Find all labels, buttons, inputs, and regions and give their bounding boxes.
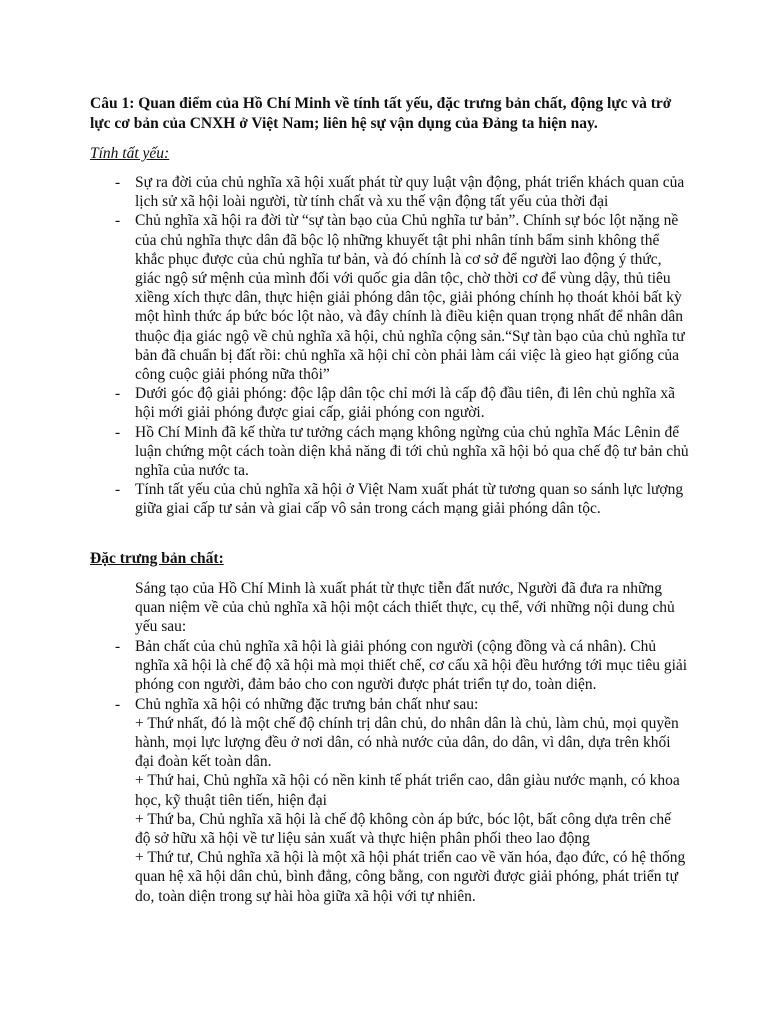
sub-point-3: + Thứ ba, Chủ nghĩa xã hội là chế độ không còn áp bức, bóc lột, bất công dựa trên chế độ sở hữu xã hội về tư liệu sản xuất và thực hiện phân phối theo lao động (135, 810, 671, 848)
section2-list (115, 637, 690, 906)
list-item-text: - Chủ nghĩa xã hội có những đặc trưng bản chất như sau: (135, 695, 479, 713)
list-item: - Sự ra đời của chủ nghĩa xã hội xuất phát từ quy luật vận động, phát triển khách quan của lịch sử xã hội loài người, từ tính chất và xu thế vận động tất yếu của thời đại (115, 173, 690, 211)
question-title: Câu 1: Quan điểm của Hồ Chí Minh về tính tất yếu, đặc trưng bản chất, động lực và trở lực cơ bản của CNXH ở Việt Nam; liên hệ sự vận dụng của Đảng ta hiện nay. (90, 95, 672, 132)
list-item: - Dưới góc độ giải phóng: độc lập dân tộc chỉ mới là cấp độ đầu tiên, đi lên chủ nghĩa xã hội mới giải phóng được giai cấp, giải phóng con người. (115, 384, 690, 422)
list-item (115, 695, 690, 906)
section-heading-dac-trung-ban-chat: Đặc trưng bản chất: (90, 550, 224, 567)
list-item: - Chủ nghĩa xã hội ra đời từ “sự tàn bạo của Chủ nghĩa tư bản”. Chính sự bóc lột nặng nề của chủ nghĩa thực dân đã bộc lộ những khuyết tật phi nhân tính bẩm sinh không thể khắc phục được của chủ nghĩa tư bản, và đó chính là cơ sở để người lao động ý thức, giác ngộ sứ mệnh của mình đối với quốc gia dân tộc, chờ thời cơ để vùng dậy, thủ tiêu xiềng xích thực dân, thực hiện giải phóng dân tộc, giải phóng chính họ thoát khỏi bất kỳ một hình thức áp bức bóc lột nào, và đây chính là điều kiện quan trọng nhất để nhân dân thuộc địa giác ngộ về chủ nghĩa xã hội, chủ nghĩa cộng sản.“Sự tàn bạo của chủ nghĩa tư bản đã chuẩn bị đất rồi: chủ nghĩa xã hội chỉ còn phải làm cái việc là gieo hạt giống của công cuộc giải phóng nữa thôi” (115, 211, 690, 384)
section1-list (115, 173, 690, 519)
sub-point-1: + Thứ nhất, đó là một chế độ chính trị dân chủ, do nhân dân là chủ, làm chủ, mọi quyền hành, mọi lực lượng đều ở nơi dân, có nhà nước của dân, do dân, vì dân, dựa trên khối đại đoàn kết toàn dân. (135, 714, 679, 771)
sub-point-4: + Thứ tư, Chủ nghĩa xã hội là một xã hội phát triển cao về văn hóa, đạo đức, có hệ thống quan hệ xã hội dân chủ, bình đẳng, công bằng, con người được giải phóng, phát triển tự do, toàn diện trong sự hài hòa giữa xã hội với tự nhiên. (135, 849, 686, 905)
list-item: - Bản chất của chủ nghĩa xã hội là giải phóng con người (cộng đồng và cá nhân). Chủ nghĩa xã hội là chế độ xã hội mà mọi thiết chế, cơ cấu xã hội đều hướng tới mục tiêu giải phóng con người, đảm bảo cho con người được phát triển tự do, toàn diện. (115, 637, 690, 695)
sub-point-2: + Thứ hai, Chủ nghĩa xã hội có nền kinh tế phát triển cao, dân giàu nước mạnh, có khoa học, kỹ thuật tiên tiến, hiện đại (135, 772, 680, 809)
list-item: - Hồ Chí Minh đã kế thừa tư tưởng cách mạng không ngừng của chủ nghĩa Mác Lênin để luận chứng một cách toàn diện khả năng đi tới chủ nghĩa xã hội bỏ qua chế độ tư bản chủ nghĩa của nước ta. (115, 423, 690, 481)
section2-intro: Sáng tạo của Hồ Chí Minh là xuất phát từ thực tiễn đất nước, Người đã đưa ra những quan niệm về của chủ nghĩa xã hội một cách thiết thực, cụ thể, với những nội dung chủ yếu sau: (135, 580, 675, 636)
list-item: - Tính tất yếu của chủ nghĩa xã hội ở Việt Nam xuất phát từ tương quan so sánh lực lượng giữa giai cấp tư sản và giai cấp vô sản trong cách mạng giải phóng dân tộc. (115, 480, 690, 518)
section-heading-tinh-tat-yeu: Tính tất yếu: (90, 145, 170, 162)
